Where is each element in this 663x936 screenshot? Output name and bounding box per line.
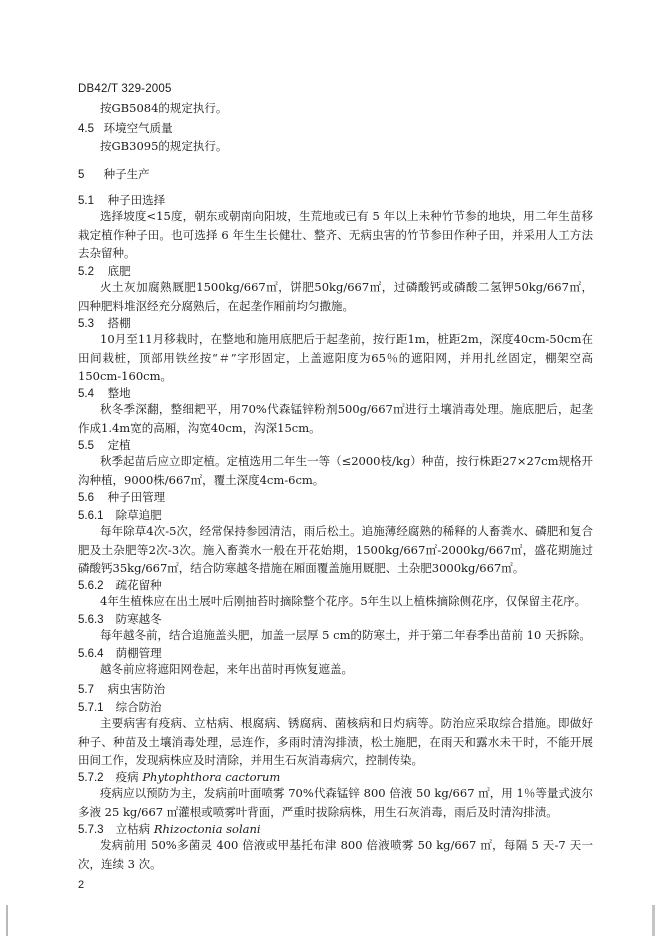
section-title: 综合防治 xyxy=(115,700,162,714)
section-heading-5-7 xyxy=(78,682,165,697)
section-title: 荫棚管理 xyxy=(115,646,162,660)
section-title: 立枯病 xyxy=(115,822,151,836)
paragraph: 越冬前应将遮阳网卷起，来年出苗时再恢复遮盖。 xyxy=(100,662,353,676)
section-title: 底肥 xyxy=(107,264,131,278)
section-number: 5.6.2 xyxy=(78,580,104,592)
section-number: 5.7.2 xyxy=(78,772,104,784)
section-title: 环境空气质量 xyxy=(103,121,173,135)
section-title: 除草追肥 xyxy=(115,508,162,522)
paragraph: 选择坡度<15度，朝东或朝南向阳坡，生荒地或已有 5 年以上未种竹节参的地块，用二年生苗移栽定植作种子田。也可选择 6 年生生长健壮、整齐、无病虫害的竹节参田作种子田，并采用人工方法去杂留种。 xyxy=(78,209,593,260)
paragraph: 秋冬季深翻，整细耙平，用70%代森锰锌粉剂500g/667㎡进行土壤消毒处理。施底肥后，起垄作成1.4m宽的高厢，沟宽40cm，沟深15cm。 xyxy=(78,402,593,435)
section-heading-5-6-3 xyxy=(78,612,162,627)
paragraph: 疫病应以预防为主，发病前叶面喷雾 70%代森锰锌 800 倍液 50 kg/667 ㎡，用 1％等量式波尔多液 25 kg/667 ㎡灌根或喷雾叶背面，严重时拔除病株，用生石灰消毒，雨后及时清沟排渍。 xyxy=(78,786,593,819)
section-heading-5-2 xyxy=(78,264,131,279)
paragraph: 发病前用 50%多菌灵 400 倍液或甲基托布津 800 倍液喷雾 50 kg/667 ㎡，每隔 5 天-7 天一次，连续 3 次。 xyxy=(78,838,593,871)
section-heading-5-7-2 xyxy=(78,770,280,785)
paragraph: 按GB5084的规定执行。 xyxy=(100,101,228,115)
section-title: 种子生产 xyxy=(103,167,150,181)
section-title: 种子田管理 xyxy=(107,490,166,504)
section-number: 5.6.4 xyxy=(78,648,104,660)
section-title: 疏花留种 xyxy=(115,578,162,592)
scan-edge-right xyxy=(652,905,655,936)
paragraph: 每年越冬前，结合追施盖头肥，加盖一层厚 5 cm的防寒土，并于第二年春季出苗前 10 天拆除。 xyxy=(100,628,591,642)
section-title: 病虫害防治 xyxy=(107,682,166,696)
section-heading-5-6-1 xyxy=(78,508,162,523)
section-heading-5-7-1 xyxy=(78,700,162,715)
section-title: 定植 xyxy=(107,438,131,452)
paragraph: 4年生植株应在出土展叶后刚抽苔时摘除整个花序。5年生以上植株摘除侧花序，仅保留主花序。 xyxy=(100,594,587,608)
standard-code-header: DB42/T 329-2005 xyxy=(78,83,172,95)
paragraph: 火土灰加腐熟厩肥1500kg/667㎡，饼肥50kg/667㎡，过磷酸钙或磷酸二氢钾50kg/667㎡， 四种肥料堆沤经充分腐熟后，在起垄作厢前均匀撒施。 xyxy=(78,280,593,313)
section-number: 5.7.3 xyxy=(78,824,104,836)
paragraph: 主要病害有疫病、立枯病、根腐病、锈腐病、菌核病和日灼病等。防治应采取综合措施。即做好种子、种苗及土壤消毒处理，忌连作，多雨时清沟排渍，松土施肥，在雨天和露水未干时，不能开展田间工作，发现病株应及时清除，并用生石灰消毒病穴，控制传染。 xyxy=(78,716,593,767)
latin-name: Phytophthora cactorum xyxy=(142,770,281,784)
section-number: 5.2 xyxy=(78,266,94,278)
section-heading-5 xyxy=(78,167,150,182)
section-number: 5 xyxy=(78,169,85,181)
section-number: 5.4 xyxy=(78,388,94,400)
section-heading-5-6-4 xyxy=(78,646,162,661)
section-number: 5.5 xyxy=(78,440,94,452)
section-title: 整地 xyxy=(107,386,131,400)
paragraph: 按GB3095的规定执行。 xyxy=(100,139,228,153)
section-title: 种子田选择 xyxy=(107,193,166,207)
section-heading-5-6-2 xyxy=(78,578,162,593)
section-number: 5.6.1 xyxy=(78,510,104,522)
section-number: 5.7 xyxy=(78,684,94,696)
section-number: 4.5 xyxy=(78,123,94,135)
section-heading-5-4 xyxy=(78,386,131,401)
section-heading-4-5 xyxy=(78,121,173,136)
section-heading-5-1 xyxy=(78,193,165,208)
section-heading-5-5 xyxy=(78,438,131,453)
section-title: 搭棚 xyxy=(107,316,131,330)
scan-edge-left xyxy=(6,905,8,936)
section-heading-5-6 xyxy=(78,490,165,505)
paragraph: 秋季起苗后应立即定植。定植选用二年生一等（≤2000枝/kg）种苗，按行株距27×27cm规格开沟种植，9000株/667㎡，覆土深度4cm-6cm。 xyxy=(78,454,593,487)
section-title: 疫病 xyxy=(115,770,139,784)
paragraph: 10月至11月移栽时，在整地和施用底肥后于起垄前，按行距1m，桩距2m，深度40cm-50cm在田间栽桩，顶部用铁丝按“＃”字形固定，上盖遮阳度为65％的遮阳网，并用扎丝固定，棚架空高150cm-160cm。 xyxy=(78,332,593,383)
section-number: 5.6 xyxy=(78,492,94,504)
section-number: 5.7.1 xyxy=(78,702,104,714)
section-heading-5-7-3 xyxy=(78,822,261,837)
section-number: 5.6.3 xyxy=(78,614,104,626)
section-title: 防寒越冬 xyxy=(115,612,162,626)
section-number: 5.3 xyxy=(78,318,94,330)
section-heading-5-3 xyxy=(78,316,131,331)
section-number: 5.1 xyxy=(78,195,94,207)
latin-name: Rhizoctonia solani xyxy=(153,822,261,836)
paragraph: 每年除草4次-5次，经常保持参园清洁，雨后松土。追施薄经腐熟的稀释的人畜粪水、磷肥和复合肥及土杂肥等2次-3次。施入畜粪水一般在开花始期，1500kg/667㎡-2000kg/667㎡，盛花期施过磷酸钙35kg/667㎡，结合防寒越冬措施在厢面覆盖施用厩肥、土杂肥3000kg/667㎡。 xyxy=(78,524,593,575)
page-number: 2 xyxy=(78,879,85,891)
